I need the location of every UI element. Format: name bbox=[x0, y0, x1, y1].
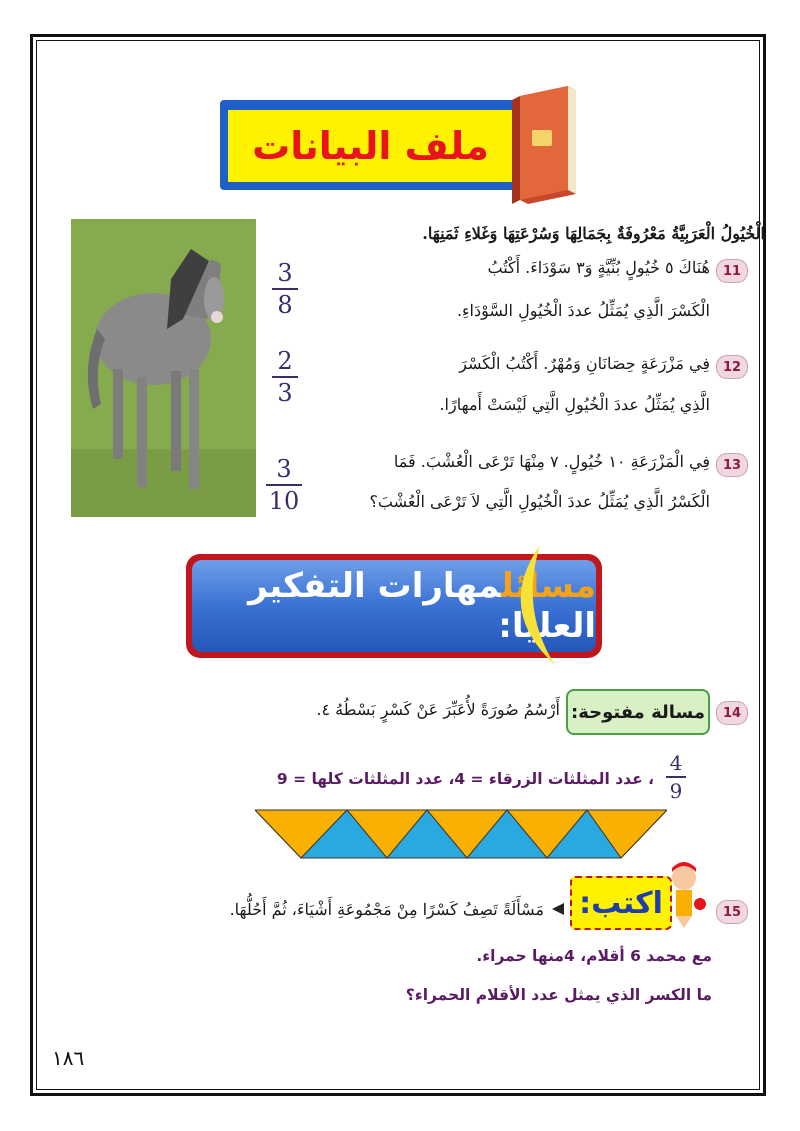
horse-photo bbox=[71, 219, 256, 517]
open-question-label: مسالة مفتوحة: bbox=[571, 701, 705, 723]
question-12-line2: الَّذِي يُمَثِّلُ عددَ الْخُيُولِ الَّتِي لَيْسَتْ أَمهارًا. bbox=[439, 395, 710, 414]
answer-fraction-11 bbox=[272, 260, 298, 318]
page-title: ملف البيانات bbox=[252, 124, 489, 168]
open-question-label-box bbox=[566, 689, 710, 735]
answer-fraction-12 bbox=[272, 348, 298, 406]
question-15-text: مَسْأَلَةً تَصِفُ كَسْرًا مِنْ مَجْمُوعَةِ أَشْيَاءَ، ثُمَّ أَحُلُّهَا. bbox=[229, 900, 544, 919]
question-number-14: 14 bbox=[716, 701, 748, 725]
title-panel bbox=[228, 110, 513, 182]
question-11-line2: الْكَسْرَ الَّذِي يُمَثِّلُ عددَ الْخُيُولِ السَّوْدَاءِ. bbox=[456, 301, 710, 320]
crescent-moon-icon bbox=[500, 540, 590, 670]
question-15-answer-line2: ما الكسر الذي يمثل عدد الأقلام الحمراء؟ bbox=[405, 986, 712, 1004]
triangle-strip-diagram bbox=[255, 808, 667, 860]
write-label-box bbox=[570, 876, 672, 930]
question-14-text: أَرْسُمُ صُورَةً لأُعَبِّرَ عَنْ كَسْرٍ بَسْطُهُ ٤. bbox=[316, 700, 560, 719]
fraction-numerator: 4 bbox=[669, 751, 683, 775]
question-number-13: 13 bbox=[716, 453, 748, 477]
fraction-denominator: 8 bbox=[277, 290, 293, 319]
fraction-numerator: 3 bbox=[277, 259, 293, 287]
question-11-line1: هُنَاكَ ٥ خُيُولٍ بُنِّيَّةٍ وَ٣ سَوْدَاءَ. أَكْتُبُ bbox=[487, 258, 710, 277]
fraction-numerator: 3 bbox=[276, 455, 292, 483]
question-15-answer-line1: مع محمد 6 أقلام، 4منها حمراء. bbox=[476, 947, 712, 965]
question-number-12: 12 bbox=[716, 355, 748, 379]
question-number-15: 15 bbox=[716, 900, 748, 924]
fraction-bar bbox=[666, 776, 686, 778]
fraction-denominator: 10 bbox=[268, 486, 300, 515]
fraction-bar bbox=[272, 376, 298, 378]
fraction-bar bbox=[272, 288, 298, 290]
answer-fraction-13 bbox=[266, 456, 302, 514]
book-icon bbox=[506, 86, 578, 204]
question-number-11: 11 bbox=[716, 259, 748, 283]
skills-banner-accent: مسائل bbox=[500, 566, 596, 606]
write-label: اكتب: bbox=[579, 885, 663, 921]
fraction-bar bbox=[266, 484, 302, 486]
question-12-line1: فِي مَزْرَعَةٍ حِصَانَانِ وَمُهْرٌ. أَكْتُبُ الْكَسْرَ bbox=[459, 354, 710, 373]
intro-text: الْخُيُولُ الْعَرَبِيَّةُ مَعْرُوفَةٌ بِجَمَالِهَا وَسُرْعَتِهَا وَغَلاءِ ثَمَنِهَا. bbox=[422, 224, 765, 243]
question-13-line1: فِي الْمَزْرَعَةِ ١٠ خُيُولٍ. ٧ مِنْهَا تَرْعَى الْعُشْبَ. فَمَا bbox=[393, 452, 710, 471]
question-14-answer: ، عدد المثلثات الزرقاء = 4، عدد المثلثات كلها = 9 bbox=[276, 770, 654, 788]
arrow-left-icon bbox=[552, 903, 564, 915]
fraction-denominator: 9 bbox=[669, 778, 683, 803]
fraction-denominator: 3 bbox=[277, 378, 293, 407]
page-number: ١٨٦ bbox=[52, 1046, 85, 1070]
question-13-line2: الْكَسْرُ الَّذِي يُمَثِّلُ عددَ الْخُيُولِ الَّتِي لاَ تَرْعَى الْعُشْبَ؟ bbox=[369, 492, 710, 511]
fraction-numerator: 2 bbox=[277, 347, 293, 375]
skills-banner-rest: مهارات التفكير العليا: bbox=[248, 566, 596, 646]
answer-fraction-14 bbox=[666, 752, 686, 802]
